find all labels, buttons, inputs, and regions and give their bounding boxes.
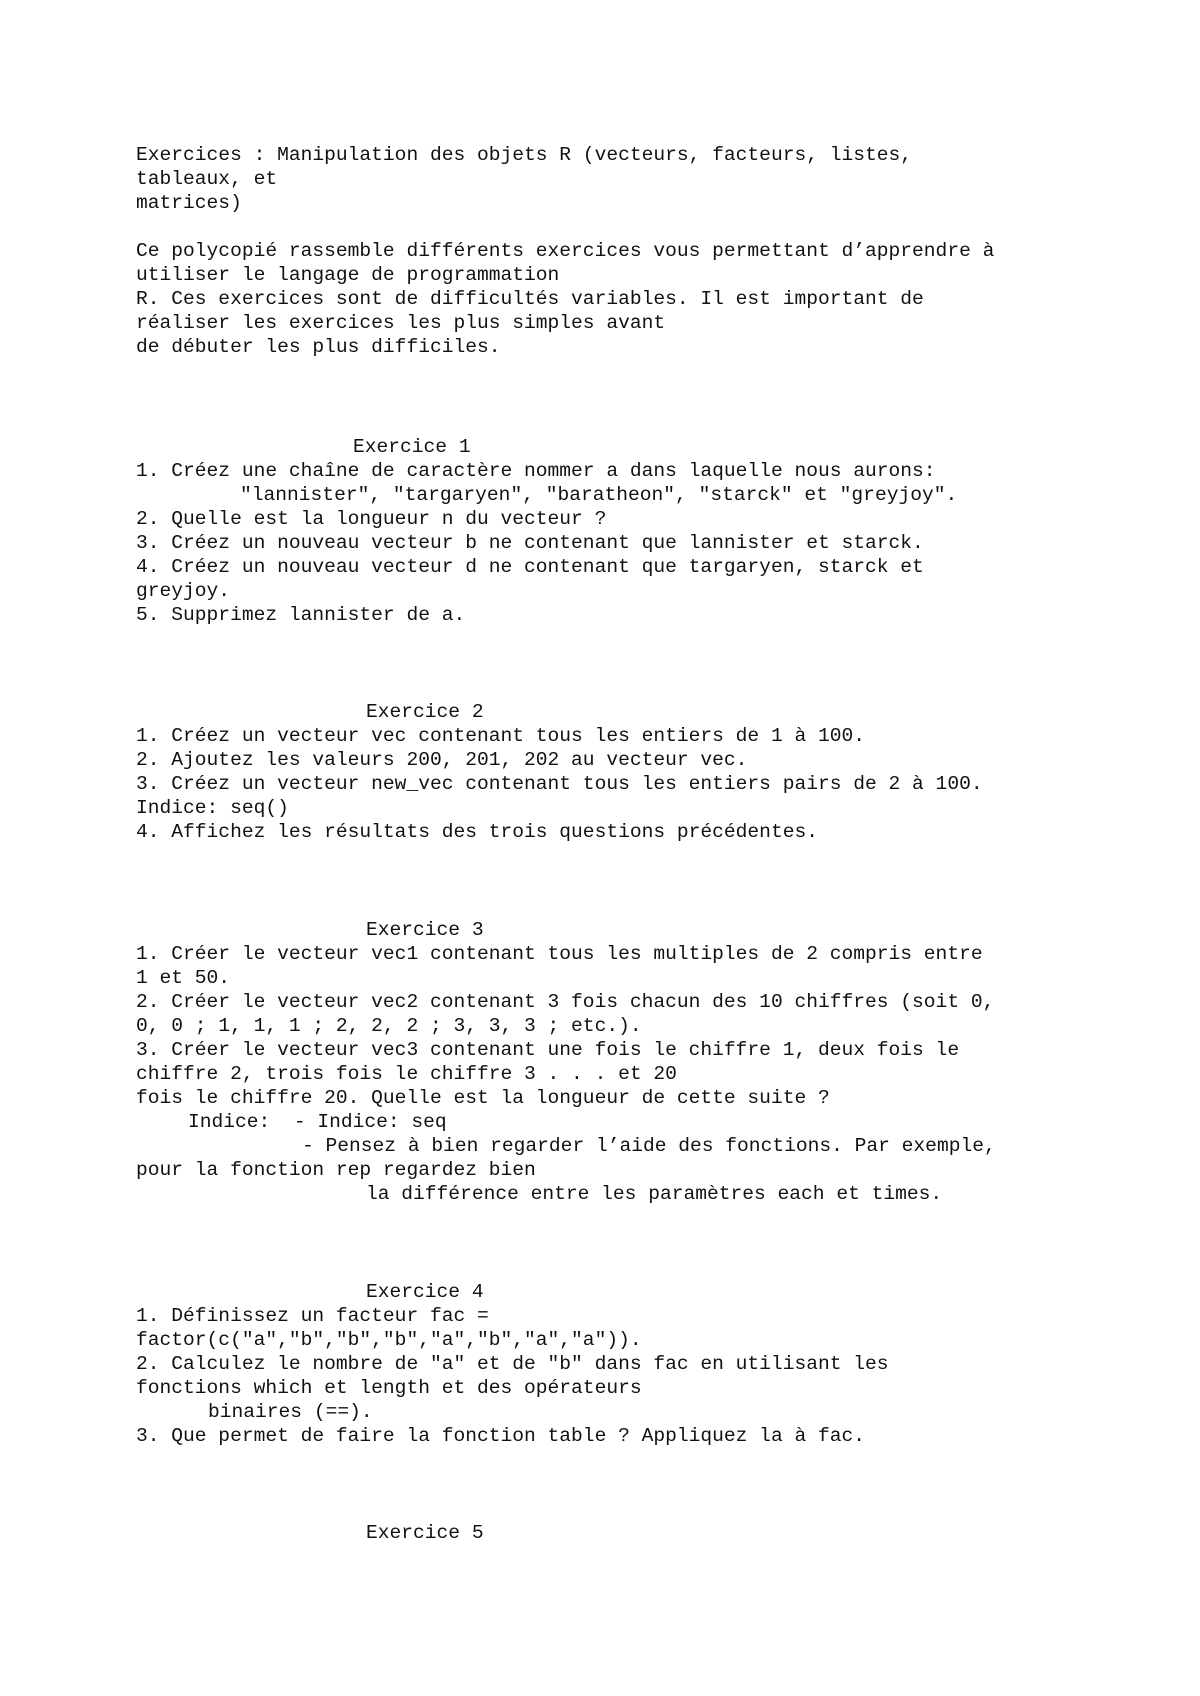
- exercise-3-line: fois le chiffre 20. Quelle est la longueur de cette suite ?: [136, 1087, 830, 1109]
- exercise-4-line: binaires (==).: [208, 1401, 373, 1423]
- exercise-1-heading: Exercice 1: [353, 436, 471, 458]
- exercise-5-heading: Exercice 5: [366, 1522, 484, 1544]
- exercise-2-line: 1. Créez un vecteur vec contenant tous les entiers de 1 à 100.: [136, 725, 866, 747]
- exercise-4-heading: Exercice 4: [366, 1281, 484, 1303]
- exercise-4-line: 2. Calculez le nombre de "a" et de "b" dans fac en utilisant les: [136, 1353, 889, 1375]
- exercise-1-line: 4. Créez un nouveau vecteur d ne contenant que targaryen, starck et: [136, 556, 924, 578]
- exercise-3-line: pour la fonction rep regardez bien: [136, 1159, 536, 1181]
- exercise-3-heading: Exercice 3: [366, 919, 484, 941]
- exercise-2-heading: Exercice 2: [366, 701, 484, 723]
- document-title-line-1: Exercices : Manipulation des objets R (vecteurs, facteurs, listes,: [136, 144, 913, 166]
- exercise-3-line: 0, 0 ; 1, 1, 1 ; 2, 2, 2 ; 3, 3, 3 ; etc.).: [136, 1015, 642, 1037]
- exercise-3-line: - Pensez à bien regarder l’aide des fonctions. Par exemple,: [302, 1135, 996, 1157]
- exercise-3-line: la différence entre les paramètres each et times.: [366, 1183, 943, 1205]
- exercise-1-line: 2. Quelle est la longueur n du vecteur ?: [136, 508, 607, 530]
- exercise-2-line: Indice: seq(): [136, 797, 289, 819]
- exercise-1-line: 1. Créez une chaîne de caractère nommer a dans laquelle nous aurons:: [136, 460, 936, 482]
- intro-line-1: Ce polycopié rassemble différents exercices vous permettant d’apprendre à: [136, 240, 995, 262]
- exercise-1-line: "lannister", "targaryen", "baratheon", "starck" et "greyjoy".: [240, 484, 958, 506]
- exercise-3-line: 1 et 50.: [136, 967, 231, 989]
- exercise-3-hint-label: Indice: - Indice: seq: [188, 1111, 447, 1133]
- exercise-2-line: 4. Affichez les résultats des trois questions précédentes.: [136, 821, 818, 843]
- exercise-2-line: 3. Créez un vecteur new_vec contenant tous les entiers pairs de 2 à 100.: [136, 773, 983, 795]
- exercise-3-line: 2. Créer le vecteur vec2 contenant 3 fois chacun des 10 chiffres (soit 0,: [136, 991, 995, 1013]
- intro-line-5: de débuter les plus difficiles.: [136, 336, 501, 358]
- exercise-3-line: 1. Créer le vecteur vec1 contenant tous les multiples de 2 compris entre: [136, 943, 983, 965]
- exercise-4-line: 3. Que permet de faire la fonction table ? Appliquez la à fac.: [136, 1425, 866, 1447]
- exercise-4-line: fonctions which et length et des opérateurs: [136, 1377, 642, 1399]
- exercise-4-line: 1. Définissez un facteur fac =: [136, 1305, 489, 1327]
- exercise-1-line: 5. Supprimez lannister de a.: [136, 604, 466, 626]
- exercise-1-line: greyjoy.: [136, 580, 231, 602]
- exercise-4-line: factor(c("a","b","b","b","a","b","a","a")).: [136, 1329, 642, 1351]
- intro-line-2: utiliser le langage de programmation: [136, 264, 560, 286]
- exercise-2-line: 2. Ajoutez les valeurs 200, 201, 202 au vecteur vec.: [136, 749, 748, 771]
- document-title-line-3: matrices): [136, 192, 242, 214]
- exercise-3-line: 3. Créer le vecteur vec3 contenant une fois le chiffre 1, deux fois le: [136, 1039, 960, 1061]
- intro-line-3: R. Ces exercices sont de difficultés variables. Il est important de: [136, 288, 924, 310]
- document-title-line-2: tableaux, et: [136, 168, 278, 190]
- exercise-1-line: 3. Créez un nouveau vecteur b ne contenant que lannister et starck.: [136, 532, 924, 554]
- intro-line-4: réaliser les exercices les plus simples avant: [136, 312, 666, 334]
- exercise-3-line: chiffre 2, trois fois le chiffre 3 . . . et 20: [136, 1063, 677, 1085]
